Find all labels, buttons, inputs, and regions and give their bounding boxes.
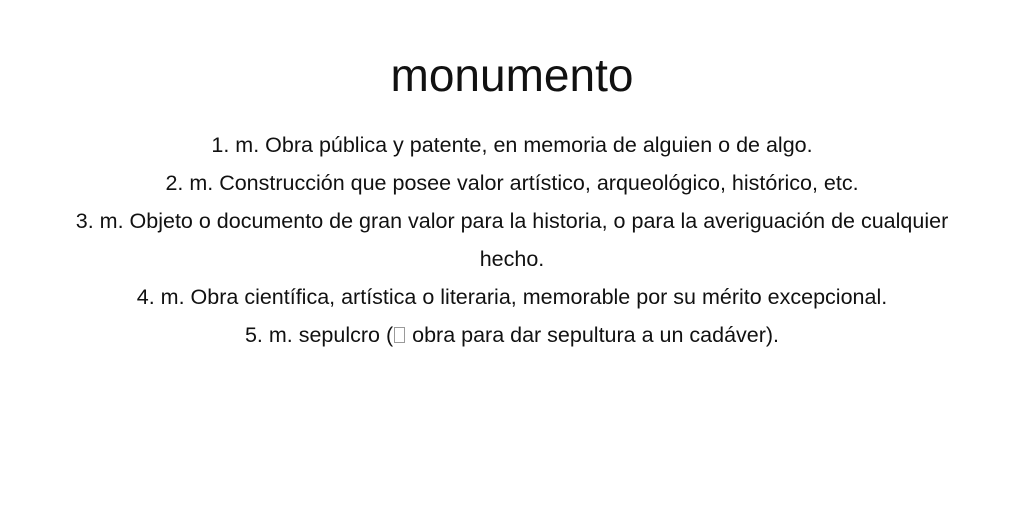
definitions-list [62, 126, 962, 354]
definition-5-start: 5. m. sepulcro ( [244, 323, 394, 347]
definition-5 [62, 316, 962, 354]
missing-glyph-box-icon [394, 327, 405, 343]
definition-5-end: obra para dar sepultura a un cadáver). [406, 323, 780, 347]
definition-2: 2. m. Construcción que posee valor artístico, arqueológico, histórico, etc. [165, 171, 859, 195]
definition-1: 1. m. Obra pública y patente, en memoria de alguien o de algo. [211, 133, 813, 157]
definition-3: 3. m. Objeto o documento de gran valor para la historia, o para la averiguación de cualquier hecho. [75, 209, 949, 271]
headword-title: monumento [390, 49, 634, 101]
definition-4: 4. m. Obra científica, artística o literaria, memorable por su mérito excepcional. [136, 285, 888, 309]
